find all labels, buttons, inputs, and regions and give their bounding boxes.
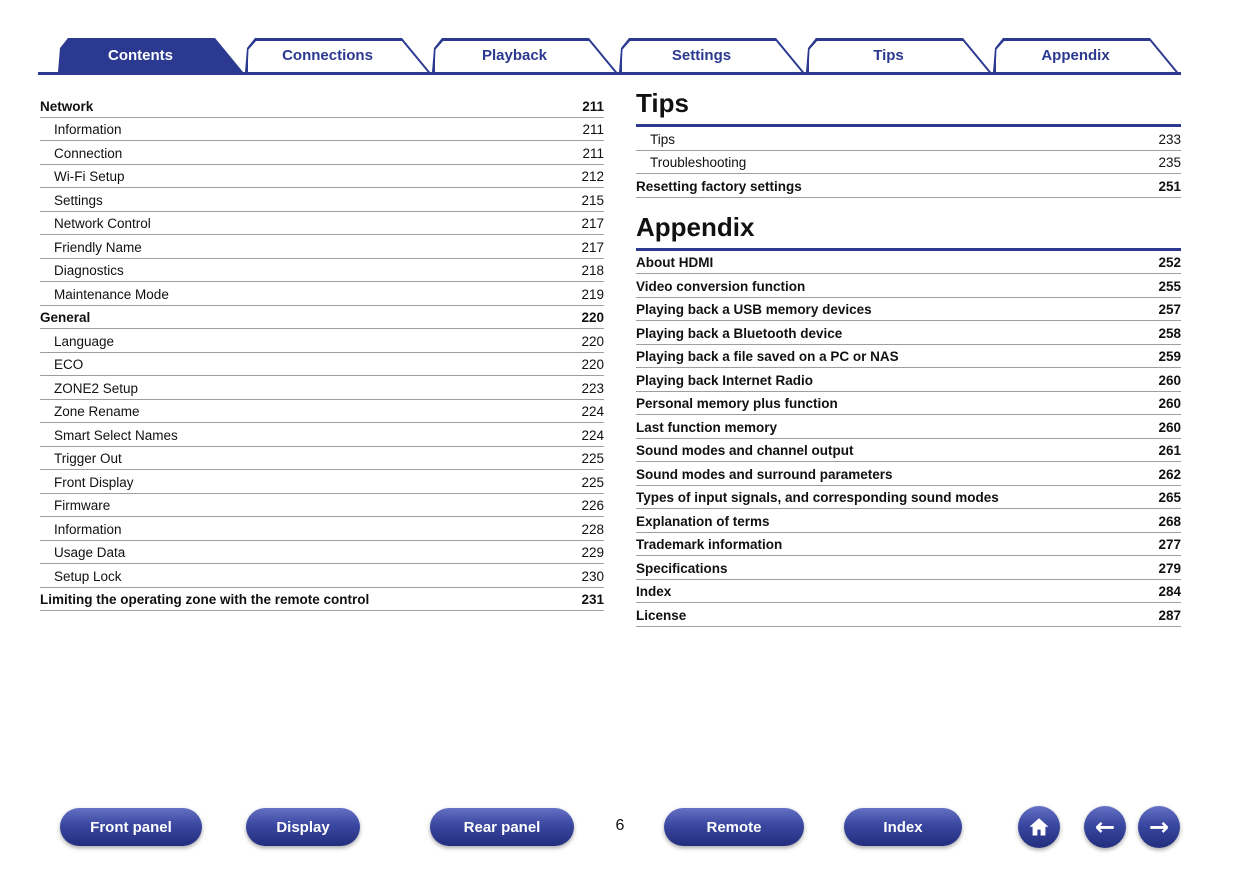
tab-settings[interactable] (619, 38, 804, 72)
toc-entry-label: Connection (54, 145, 123, 161)
toc-entry-label: Sound modes and surround parameters (636, 466, 893, 482)
toc-entry-label: Playing back a USB memory devices (636, 302, 872, 317)
back-arrow-icon: ← (1094, 813, 1116, 841)
toc-entry[interactable] (636, 392, 1181, 416)
toc-entry-label: License (636, 607, 687, 623)
toc-entry[interactable] (636, 509, 1181, 533)
toc-entry[interactable] (40, 118, 604, 142)
toc-entry-page: 231 (581, 592, 604, 607)
tab-bar-underline (38, 72, 1181, 75)
toc-entry[interactable] (40, 470, 604, 494)
forward-arrow-icon: → (1148, 813, 1170, 841)
toc-entry[interactable] (40, 212, 604, 236)
toc-entry-page: 260 (1158, 419, 1181, 435)
toc-entry-label: Troubleshooting (650, 155, 747, 170)
toc-entry-label: Front Display (54, 474, 134, 490)
toc-right-column (636, 88, 1181, 627)
section-heading: Appendix (636, 212, 1181, 251)
toc-entry-label: Playing back Internet Radio (636, 372, 814, 388)
toc-entry[interactable] (636, 251, 1181, 275)
toc-entry[interactable] (636, 321, 1181, 345)
toc-entry-label: About HDMI (636, 255, 714, 270)
toc-entry-label: Settings (54, 192, 103, 208)
toc-entry-label: Language (54, 333, 115, 349)
footer-button-rear-panel[interactable]: Rear panel (430, 808, 574, 846)
toc-entry-page: 220 (581, 357, 604, 372)
toc-entry-label: Sound modes and channel output (636, 443, 854, 458)
toc-entry-page: 212 (581, 169, 604, 184)
toc-entry[interactable] (40, 259, 604, 283)
toc-entry[interactable] (636, 462, 1181, 486)
toc-entry[interactable] (636, 174, 1181, 198)
toc-entry-page: 215 (581, 192, 604, 208)
toc-entry-page: 260 (1158, 372, 1181, 388)
toc-entry-page: 230 (581, 568, 604, 584)
toc-entry[interactable] (636, 556, 1181, 580)
toc-entry-label: Zone Rename (54, 404, 140, 419)
toc-entry[interactable] (40, 188, 604, 212)
toc-section-tips (636, 88, 1181, 198)
toc-entry[interactable] (40, 564, 604, 588)
toc-entry-page: 228 (581, 521, 604, 537)
tab-connections[interactable] (245, 38, 430, 72)
tab-tips[interactable] (806, 38, 991, 72)
toc-entry-page: 260 (1158, 396, 1181, 411)
toc-entry-page: 257 (1158, 302, 1181, 317)
toc-entry[interactable] (40, 94, 604, 118)
toc-entry-label: Types of input signals, and corresponding sound modes (636, 490, 999, 505)
toc-entry-label: Trigger Out (54, 451, 122, 466)
toc-entry-page: 211 (582, 122, 604, 137)
toc-entry-page: 225 (581, 451, 604, 466)
toc-entry[interactable] (40, 517, 604, 541)
toc-entry[interactable] (636, 486, 1181, 510)
toc-entry-page: 287 (1158, 607, 1181, 623)
toc-entry-page: 211 (582, 145, 604, 161)
tab-label: Appendix (1041, 46, 1110, 64)
toc-entry[interactable] (40, 447, 604, 471)
toc-entry-page: 220 (581, 310, 604, 325)
toc-entry[interactable] (40, 400, 604, 424)
toc-entry[interactable] (40, 588, 604, 612)
tab-label: Tips (873, 46, 904, 64)
tab-label: Contents (108, 46, 173, 64)
toc-entry-label: Network Control (54, 216, 151, 231)
toc-entry-label: Trademark information (636, 537, 783, 552)
toc-entry-page: 224 (581, 427, 604, 443)
toc-entry[interactable] (636, 345, 1181, 369)
toc-entry-label: Usage Data (54, 545, 126, 560)
toc-entry-page: 219 (581, 286, 604, 302)
tab-label: Settings (671, 46, 732, 64)
toc-entry-page: 268 (1158, 513, 1181, 529)
toc-entry[interactable] (636, 415, 1181, 439)
toc-entry-page: 229 (581, 545, 604, 560)
toc-entry-label: Limiting the operating zone with the remote control (40, 592, 370, 607)
toc-entry-page: 259 (1158, 349, 1181, 364)
tab-label: Playback (481, 46, 548, 64)
toc-entry-page: 261 (1158, 443, 1181, 458)
footer-nav (0, 804, 1240, 852)
footer-button-front-panel[interactable]: Front panel (60, 808, 202, 846)
home-button[interactable] (1018, 806, 1060, 848)
toc-entry-label: Personal memory plus function (636, 396, 838, 411)
toc-entry-label: Friendly Name (54, 239, 142, 255)
toc-entry[interactable] (636, 439, 1181, 463)
page-number: 6 (615, 817, 625, 834)
toc-entry[interactable] (40, 494, 604, 518)
toc-entry-page: 220 (581, 333, 604, 349)
toc-entry[interactable] (636, 580, 1181, 604)
toc-entry-page: 217 (581, 239, 604, 255)
toc-entry-page: 284 (1158, 584, 1181, 599)
toc-entry[interactable] (636, 603, 1181, 627)
toc-left-column (40, 94, 604, 611)
toc-entry-label: Wi-Fi Setup (54, 169, 125, 184)
toc-entry-label: Firmware (54, 498, 111, 513)
toc-entry[interactable] (40, 235, 604, 259)
tab-appendix[interactable] (993, 38, 1178, 72)
back-button[interactable] (1084, 806, 1126, 848)
toc-entry-label: Maintenance Mode (54, 286, 169, 302)
toc-entry-label: Setup Lock (54, 568, 122, 584)
toc-entry-label: Tips (650, 131, 676, 147)
toc-entry-page: 235 (1158, 155, 1181, 170)
toc-entry-page: 251 (1158, 178, 1181, 194)
toc-entry-page: 262 (1158, 466, 1181, 482)
toc-entry[interactable] (40, 165, 604, 189)
toc-entry-label: Diagnostics (54, 263, 124, 278)
toc-entry-page: 233 (1158, 131, 1181, 147)
tab-label: Connections (282, 46, 373, 64)
toc-entry-page: 255 (1158, 278, 1181, 294)
toc-entry[interactable] (40, 541, 604, 565)
toc-entry[interactable] (40, 353, 604, 377)
toc-entry-label: ZONE2 Setup (54, 380, 139, 396)
toc-entry-label: Smart Select Names (54, 427, 178, 443)
toc-entry-label: General (40, 310, 91, 325)
toc-entry[interactable] (40, 141, 604, 165)
footer-button-index[interactable]: Index (844, 808, 962, 846)
toc-entry[interactable] (40, 282, 604, 306)
toc-entry[interactable] (636, 274, 1181, 298)
tab-bar (58, 38, 1178, 72)
toc-entry-page: 252 (1158, 255, 1181, 270)
tab-playback[interactable] (432, 38, 617, 72)
toc-entry-label: Information (54, 122, 122, 137)
toc-entry-page: 226 (581, 498, 604, 513)
toc-entry-page: 224 (581, 404, 604, 419)
section-heading: Tips (636, 88, 1181, 127)
forward-button[interactable] (1138, 806, 1180, 848)
toc-entry[interactable] (636, 533, 1181, 557)
toc-entry-label: Specifications (636, 560, 728, 576)
toc-entry-page: 211 (582, 98, 604, 114)
toc-entry[interactable] (636, 298, 1181, 322)
toc-entry-page: 277 (1158, 537, 1181, 552)
toc-entry[interactable] (40, 376, 604, 400)
toc-entry-page: 217 (581, 216, 604, 231)
toc-entry[interactable] (40, 329, 604, 353)
footer-button-display[interactable]: Display (246, 808, 360, 846)
toc-entry[interactable] (636, 127, 1181, 151)
home-icon (1027, 815, 1051, 839)
toc-entry[interactable] (40, 423, 604, 447)
toc-section-appendix (636, 212, 1181, 627)
toc-entry-label: ECO (54, 357, 84, 372)
toc-entry-page: 258 (1158, 325, 1181, 341)
toc-entry[interactable] (636, 368, 1181, 392)
toc-entry-page: 265 (1158, 490, 1181, 505)
toc-entry-label: Information (54, 521, 122, 537)
toc-entry-label: Index (636, 584, 672, 599)
toc-entry-page: 279 (1158, 560, 1181, 576)
toc-entry-label: Last function memory (636, 419, 778, 435)
toc-entry-page: 225 (581, 474, 604, 490)
footer-button-remote[interactable]: Remote (664, 808, 804, 846)
tab-contents[interactable] (58, 38, 243, 72)
toc-entry-label: Resetting factory settings (636, 178, 802, 194)
toc-entry[interactable] (40, 306, 604, 330)
toc-entry-page: 223 (581, 380, 604, 396)
toc-entry-label: Explanation of terms (636, 513, 770, 529)
toc-entry-page: 218 (581, 263, 604, 278)
toc-entry-label: Playing back a Bluetooth device (636, 325, 843, 341)
toc-entry[interactable] (636, 151, 1181, 175)
toc-entry-label: Video conversion function (636, 278, 806, 294)
toc-entry-label: Network (40, 98, 94, 114)
toc-entry-label: Playing back a file saved on a PC or NAS (636, 349, 899, 364)
